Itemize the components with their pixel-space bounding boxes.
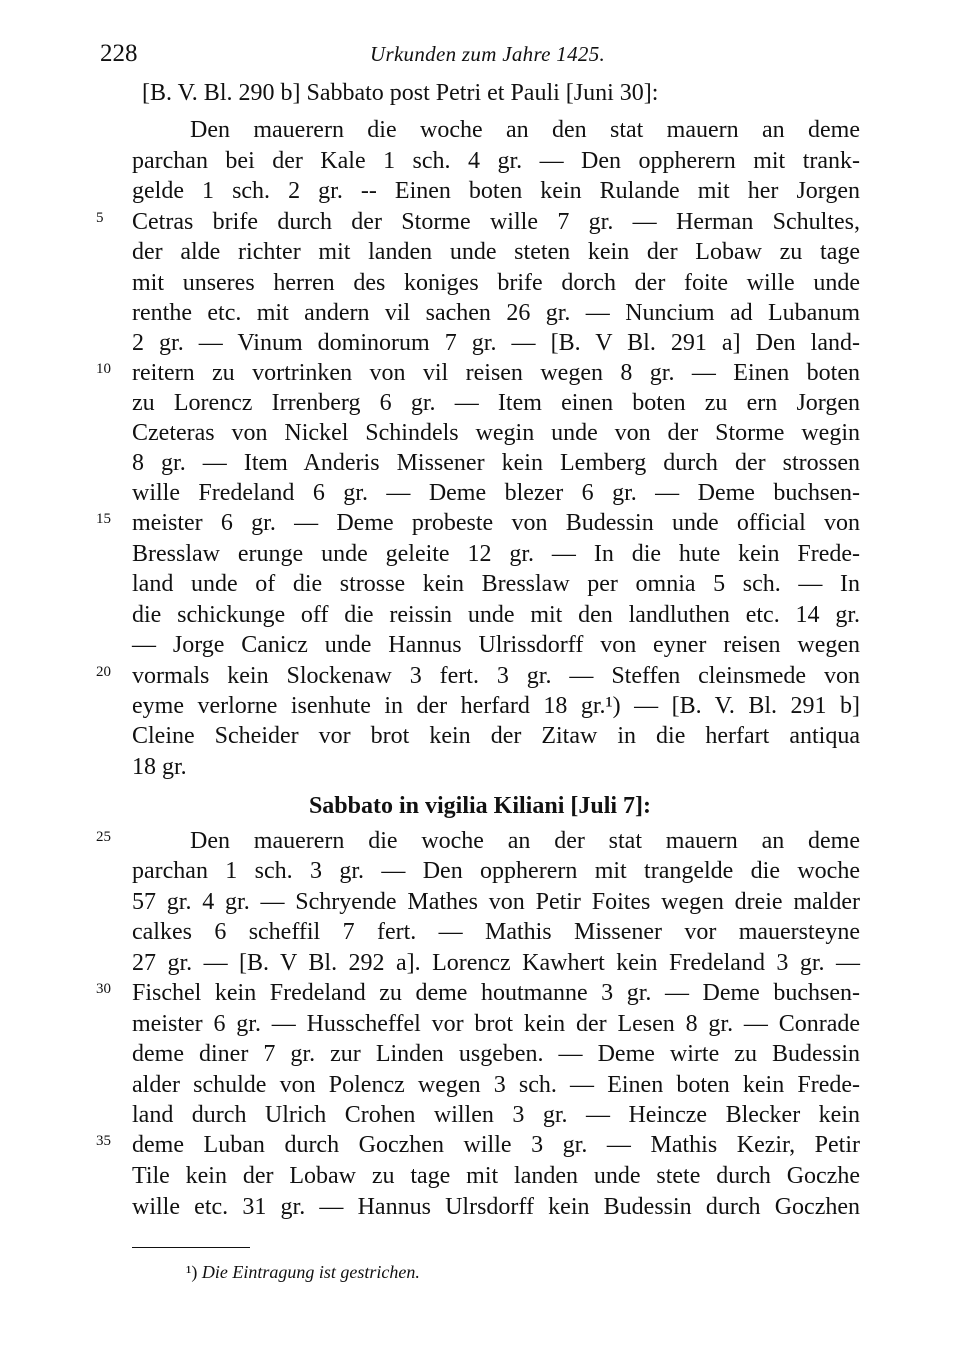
text-line: Bresslaw erunge unde geleite 12 gr. — In die hute kein Frede-	[132, 541, 860, 567]
line-number: 5	[96, 210, 104, 226]
text-line: 27 gr. — [B. V Bl. 292 a]. Lorencz Kawhert kein Fredeland 3 gr. —	[132, 950, 860, 976]
text-line: der alde richter mit landen unde steten kein der Lobaw zu tage	[132, 239, 860, 265]
text-line: deme Luban durch Goczhen wille 3 gr. — Mathis Kezir, Petir	[132, 1132, 860, 1158]
text-line: Den mauerern die woche an der stat mauern an deme	[190, 828, 860, 854]
text-line: parchan 1 sch. 3 gr. — Den oppherern mit trangelde die woche	[132, 858, 860, 884]
line-number: 15	[96, 511, 111, 527]
section-heading: Sabbato in vigilia Kiliani [Juli 7]:	[308, 793, 652, 819]
page-header	[100, 40, 860, 70]
footnote-marker: ¹)	[186, 1262, 198, 1282]
text-line: land durch Ulrich Crohen willen 3 gr. — Heincze Blecker kein	[132, 1102, 860, 1128]
text-line: mit unseres herren des koniges brife dorch der foite wille unde	[132, 270, 860, 296]
text-line: alder schulde von Polencz wegen 3 sch. — Einen boten kein Frede-	[132, 1072, 860, 1098]
text-line: Den mauerern die woche an den stat mauern an deme	[190, 117, 860, 143]
text-line: zu Lorencz Irrenberg 6 gr. — Item einen boten zu ern Jorgen	[132, 390, 860, 416]
footnote	[186, 1260, 420, 1284]
text-line: renthe etc. mit andern vil sachen 26 gr. — Nuncium ad Lubanum	[132, 300, 860, 326]
line-number: 30	[96, 981, 111, 997]
text-line: 8 gr. — Item Anderis Missener kein Lemberg durch der strossen	[132, 450, 860, 476]
text-line: 18 gr.	[132, 754, 187, 780]
text-line: calkes 6 scheffil 7 fert. — Mathis Missener vor mauersteyne	[132, 919, 860, 945]
text-line: meister 6 gr. — Deme probeste von Budessin unde official von	[132, 510, 860, 536]
text-line: wille Fredeland 6 gr. — Deme blezer 6 gr. — Deme buchsen-	[132, 480, 860, 506]
text-line: parchan bei der Kale 1 sch. 4 gr. — Den oppherern mit trank-	[132, 148, 860, 174]
entry-heading: [B. V. Bl. 290 b] Sabbato post Petri et Pauli [Juni 30]:	[142, 80, 659, 106]
text-line: Tile kein der Lobaw zu tage mit landen unde stete durch Goczhe	[132, 1163, 860, 1189]
footnote-rule	[132, 1247, 250, 1248]
text-line: land unde of die strosse kein Bresslaw per omnia 5 sch. — In	[132, 571, 860, 597]
text-line: — Jorge Canicz unde Hannus Ulrissdorff von eyner reisen wegen	[132, 632, 860, 658]
text-line: meister 6 gr. — Husscheffel vor brot kein der Lesen 8 gr. — Conrade	[132, 1011, 860, 1037]
text-line: eyme verlorne isenhute in der herfard 18 gr.¹) — [B. V. Bl. 291 b]	[132, 693, 860, 719]
text-line: Czeteras von Nickel Schindels wegin unde von der Storme wegin	[132, 420, 860, 446]
text-line: Cleine Scheider vor brot kein der Zitaw in die herfart antiqua	[132, 723, 860, 749]
text-line: 57 gr. 4 gr. — Schryende Mathes von Petir Foites wegen dreie malder	[132, 889, 860, 915]
text-line: Fischel kein Fredeland zu deme houtmanne 3 gr. — Deme buchsen-	[132, 980, 860, 1006]
text-line: 2 gr. — Vinum dominorum 7 gr. — [B. V Bl. 291 a] Den land-	[132, 330, 860, 356]
text-line: wille etc. 31 gr. — Hannus Ulrsdorff kein Budessin durch Goczhen	[132, 1194, 860, 1220]
text-line: deme diner 7 gr. zur Linden usgeben. — Deme wirte zu Budessin	[132, 1041, 860, 1067]
running-head: Urkunden zum Jahre 1425.	[370, 42, 606, 66]
text-line: Cetras brife durch der Storme wille 7 gr. — Herman Schultes,	[132, 209, 860, 235]
line-number: 10	[96, 361, 111, 377]
text-line: die schickunge off die reissin unde mit den landluthen etc. 14 gr.	[132, 602, 860, 628]
text-line: vormals kein Slockenaw 3 fert. 3 gr. — Steffen cleinsmede von	[132, 663, 860, 689]
footnote-text: Die Eintragung ist gestrichen.	[201, 1262, 420, 1282]
text-line: gelde 1 sch. 2 gr. -- Einen boten kein Rulande mit her Jorgen	[132, 178, 860, 204]
text-line: reitern zu vortrinken von vil reisen wegen 8 gr. — Einen boten	[132, 360, 860, 386]
line-number: 20	[96, 664, 111, 680]
line-number: 35	[96, 1133, 111, 1149]
line-number: 25	[96, 829, 111, 845]
page-number: 228	[100, 40, 138, 67]
